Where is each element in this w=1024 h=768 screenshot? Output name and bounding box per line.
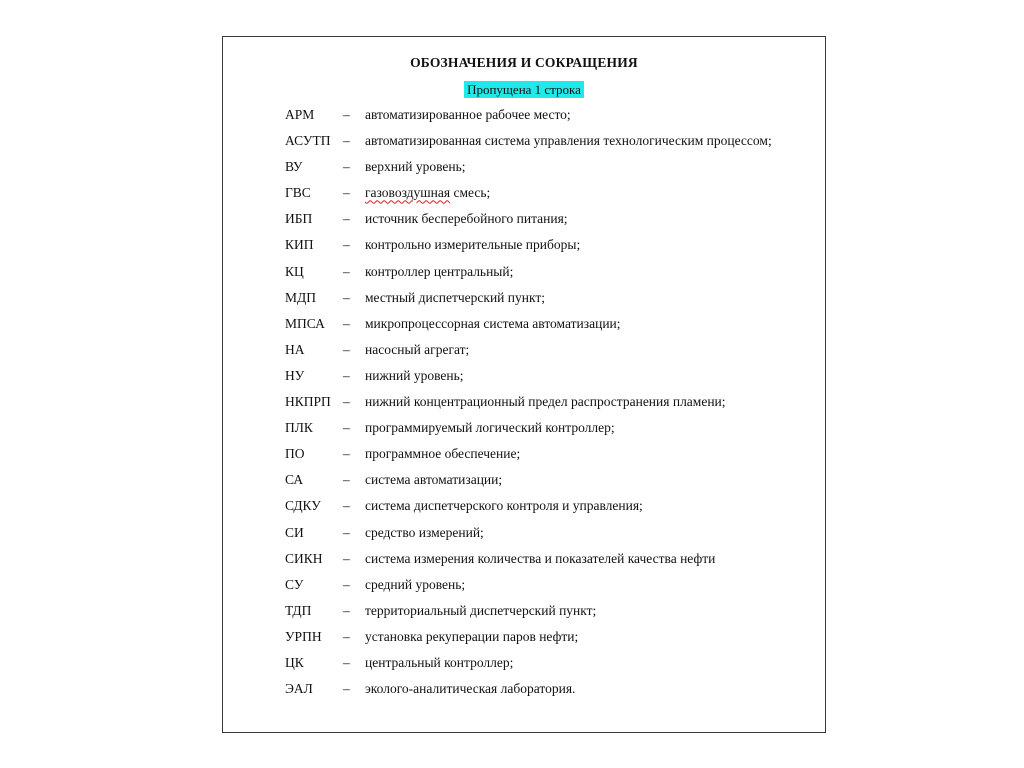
abbreviation: ИБП [285,211,313,227]
abbreviation: СДКУ [285,498,321,514]
definition: насосный агрегат; [365,341,470,357]
dash: – [343,133,350,149]
definition: автоматизированное рабочее место; [365,107,571,122]
definition: местный диспетчерский пункт; [365,289,545,305]
abbreviation: АСУТП [285,133,331,149]
list-item [285,184,815,210]
abbreviation: ПО [285,446,305,462]
highlighted-note: Пропущена 1 строка [464,81,584,98]
abbreviation: МПСА [285,315,325,331]
spellcheck-marked-word: газовоздушная [365,185,451,201]
list-item [285,497,815,523]
document-page [222,36,826,733]
abbreviation: НА [285,341,305,357]
list-item [285,654,815,680]
abbreviation: НКПРП [285,394,331,410]
abbreviation: ВУ [285,159,303,175]
definition: система диспетчерского контроля и управления; [365,498,643,514]
abbreviation: КИП [285,237,314,253]
definition: автоматизированная система управления технологическим процессом; [365,133,772,149]
definition: территориальный диспетчерский пункт; [365,602,597,618]
definition: установка рекуперации паров нефти; [365,628,579,644]
dash: – [343,185,350,201]
abbreviation: УРПН [285,628,322,644]
dash: – [343,498,350,514]
list-item [285,419,815,445]
definition: система измерения количества и показателей качества нефти [365,550,716,566]
abbreviation: ГВС [285,185,311,201]
list-item [285,210,815,236]
list-item [285,367,815,393]
dash: – [343,681,350,697]
dash: – [343,263,350,279]
dash: – [343,315,350,331]
definition: центральный контроллер; [365,654,514,670]
abbreviation: ПЛК [285,420,313,436]
list-item [285,158,815,184]
definition: верхний уровень; [365,159,466,175]
abbreviation-list [285,106,815,706]
dash: – [343,289,350,305]
dash: – [343,367,350,383]
abbreviation: СА [285,472,304,488]
abbreviation: КЦ [285,263,304,279]
definition: программное обеспечение; [365,446,521,462]
abbreviation: ЦК [285,654,304,670]
definition: система автоматизации; [365,472,503,488]
definition-rest: смесь; [450,185,491,201]
page-title: ОБОЗНАЧЕНИЯ И СОКРАЩЕНИЯ [410,55,638,70]
dash: – [343,654,350,670]
list-item [285,132,815,158]
dash: – [343,394,350,410]
list-item [285,289,815,315]
abbreviation: СИКН [285,550,323,566]
definition: нижний концентрационный предел распространения пламени; [365,394,726,410]
dash: – [343,550,350,566]
list-item [285,341,815,367]
dash: – [343,602,350,618]
definition: источник бесперебойного питания; [365,211,568,227]
list-item [285,628,815,654]
dash: – [343,628,350,644]
list-item [285,315,815,341]
list-item [285,236,815,262]
list-item [285,471,815,497]
abbreviation: ТДП [285,602,312,618]
dash: – [343,446,350,462]
definition: контроллер центральный; [365,263,514,279]
list-item [285,445,815,471]
abbreviation: АРМ [285,107,315,122]
abbreviation: СИ [285,524,304,540]
dash: – [343,211,350,227]
definition: эколого-аналитическая лаборатория. [365,681,576,697]
list-item [285,576,815,602]
list-item [285,550,815,576]
definition: микропроцессорная система автоматизации; [365,315,621,331]
dash: – [343,341,350,357]
list-item [285,263,815,289]
list-item [285,680,815,706]
list-item [285,393,815,419]
abbreviation: СУ [285,576,304,592]
definition: нижний уровень; [365,367,464,383]
list-item [285,106,815,132]
definition [365,184,815,202]
abbreviation: ЭАЛ [285,681,313,697]
dash: – [343,420,350,436]
dash: – [343,159,350,175]
abbreviation: НУ [285,367,305,383]
list-item [285,524,815,550]
note-wrapper [223,81,825,99]
dash: – [343,576,350,592]
definition: средний уровень; [365,576,466,592]
definition: контрольно измерительные приборы; [365,237,581,253]
dash: – [343,107,350,122]
definition: средство измерений; [365,524,484,540]
dash: – [343,237,350,253]
dash: – [343,472,350,488]
definition: программируемый логический контроллер; [365,420,615,436]
abbreviation: МДП [285,289,316,305]
list-item [285,602,815,628]
dash: – [343,524,350,540]
